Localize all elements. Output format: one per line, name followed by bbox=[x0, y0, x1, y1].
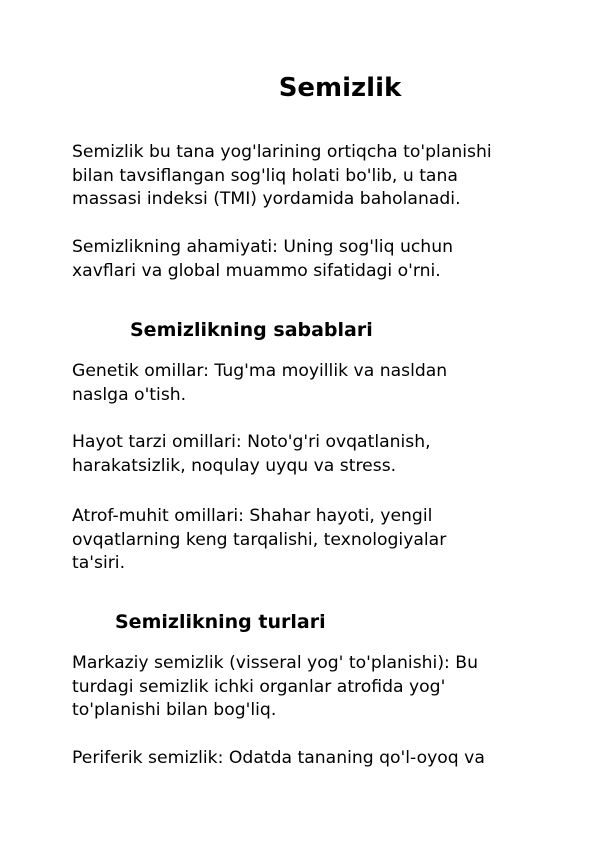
definition-paragraph: Semizlik bu tana yog'larining ortiqcha to'planishi bilan tavsiflangan sog'liq holati bo'lib, u tana massasi indeksi (TMI) yordamida baholanadi. bbox=[72, 142, 492, 209]
causes-heading: Semizlikning sabablari bbox=[130, 319, 373, 341]
types-heading: Semizlikning turlari bbox=[115, 611, 326, 633]
importance-paragraph: Semizlikning ahamiyati: Uning sog'liq uchun xavflari va global muammo sifatidagi o'rni. bbox=[72, 237, 453, 281]
document-title: Semizlik bbox=[278, 73, 402, 103]
type-central-paragraph: Markaziy semizlik (visseral yog' to'planishi): Bu turdagi semizlik ichki organlar atrofida yog' to'planishi bilan bog'liq. bbox=[72, 653, 478, 720]
type-peripheral-paragraph: Periferik semizlik: Odatda tananing qo'l-oyoq va bbox=[72, 748, 485, 768]
cause-lifestyle-paragraph: Hayot tarzi omillari: Noto'g'ri ovqatlanish, harakatsizlik, noqulay uyqu va stress. bbox=[72, 432, 431, 476]
cause-genetic-paragraph: Genetik omillar: Tug'ma moyillik va nasldan naslga o'tish. bbox=[72, 361, 448, 405]
cause-environment-paragraph: Atrof-muhit omillari: Shahar hayoti, yengil ovqatlarning keng tarqalishi, texnologiyalar ta'siri. bbox=[72, 506, 447, 573]
